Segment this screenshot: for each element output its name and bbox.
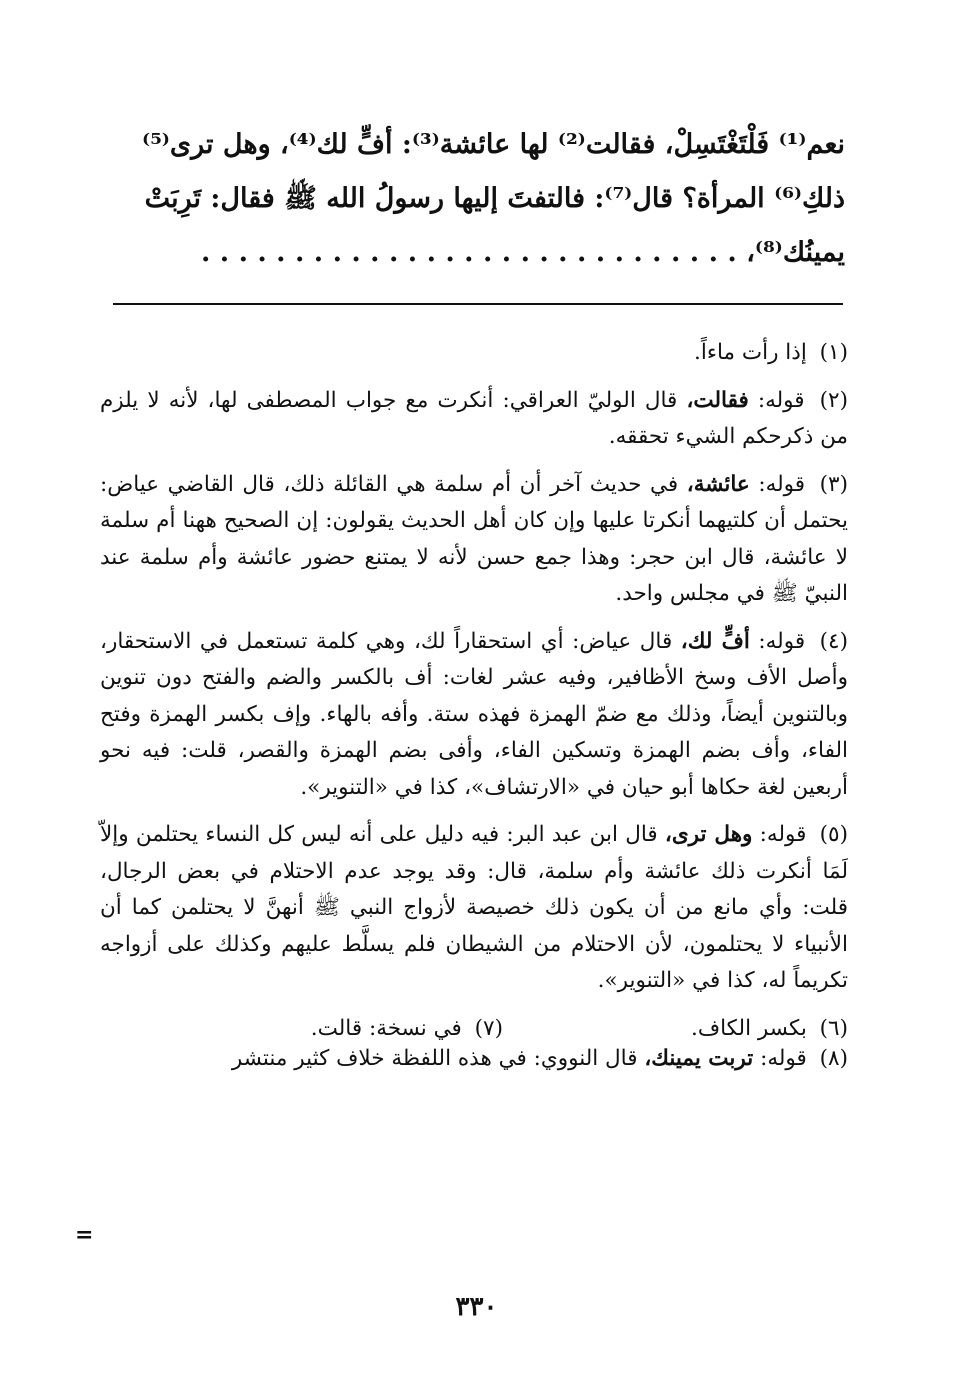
footnote-2 (100, 383, 848, 456)
footnote-separator-rule (113, 303, 843, 305)
footnote-lead: قوله: (760, 1046, 807, 1071)
footnote-text: قال النووي: في هذه اللفظة خلاف كثير منتشر (231, 1046, 638, 1071)
footnote-lead: قوله: (759, 822, 807, 847)
footnote-number: (٣) (819, 471, 848, 497)
footnote-4 (100, 624, 848, 807)
footnote-text: قال ابن عبد البر: فيه دليل على أنه ليس كل النساء يحتلمن وإلاّ لَمَا أنكرت ذلك عائشة وأم سلمة، قال: وقد يوجد عدم الاحتلام في بعض الرجال، قلت: وأي مانع من أن يكون ذلك خصيصة لأزواج النبي ﷺ أنهنَّ لا يحتلمن كما أن الأنبياء لا يحتلمون، لأن الاحتلام من الشيطان فلم يسلَّط عليهم وكذلك على أزواجه تكريماً له، كذا في «التنوير». (100, 822, 848, 993)
main-text-line-1: نعم⁽¹⁾ فَلْتَغْتَسِلْ، فقالت⁽²⁾ لها عائشة⁽³⁾: أفٍّ لك⁽⁴⁾، وهل ترى⁽⁵⁾ (142, 129, 845, 160)
footnote-lead: قوله: (757, 387, 805, 413)
footnote-keyword: وهل ترى، (664, 822, 753, 847)
footnote-lead: قوله: (758, 471, 806, 497)
footnote-keyword: تربت يمينك، (644, 1046, 754, 1071)
footnote-keyword: أفٍّ لك، (680, 628, 750, 654)
footnote-number: (٨) (819, 1046, 848, 1071)
footnote-lead: قوله: (758, 628, 806, 654)
footnotes-section (100, 335, 848, 1089)
main-text-line-2: ذلكِ⁽⁶⁾ المرأة؟ قال⁽⁷⁾: فالتفتَ إليها رسولُ الله ﷺ فقال: تَرِبَتْ (144, 183, 845, 214)
footnote-text: قال الوليّ العراقي: أنكرت مع جواب المصطفى لها، لأنه لا يلزم من ذكرحكم الشيء تحققه. (100, 387, 848, 449)
footnote-3 (100, 467, 848, 613)
footnote-keyword: عائشة، (686, 471, 750, 497)
main-text-line-3 (105, 226, 845, 280)
continuation-mark: = (75, 1222, 94, 1248)
footnote-number: (٢) (819, 387, 848, 413)
main-text-line-3-words: يمينُك⁽⁸⁾، (746, 237, 845, 268)
ellipsis-dots: . . . . . . . . . . . . . . . . . . . . . . . . . . . . . (200, 237, 737, 268)
footnote-number: (١) (819, 340, 848, 365)
footnote-text: إذا رأت ماءاً. (694, 340, 807, 365)
footnote-1 (100, 335, 848, 372)
footnote-text: في حديث آخر أن أم سلمة هي القائلة ذلك، قال القاضي عياض: يحتمل أن كلتيهما أنكرتا عليها وإن كان أهل الحديث يقولون: إن الصحيح ههنا أم سلمة لا عائشة، قال ابن حجر: وهذا جمع حسن لأنه لا يمتنع حضور عائشة وأم سلمة عند النبيّ ﷺ في مجلس واحد. (100, 471, 848, 606)
footnote-number: (٦) (819, 1015, 848, 1041)
main-hadith-text (105, 118, 845, 280)
footnote-text: في نسخة: قالت. (310, 1015, 462, 1041)
footnote-number: (٤) (819, 628, 848, 654)
footnote-text: بكسر الكاف. (691, 1015, 807, 1041)
footnote-text: قال عياض: أي استحقاراً لك، وهي كلمة تستعمل في الاستحقار، وأصل الأف وسخ الأظافير، وفيه عشر لغات: أف بالكسر والضم والفتح دون تنوين وبالتنوين أيضاً، وذلك مع ضمّ الهمزة فهذه ستة. وأفه بالهاء. وإف بكسر الهمزة وفتح الفاء، وأف بضم الهمزة وتسكين الفاء، وأفى بضم الهمزة والقصر، قلت: فيه نحو أربعين لغة حكاها أبو حيان في «الارتشاف»، كذا في «التنوير». (100, 628, 848, 800)
footnote-number: (٥) (819, 822, 848, 847)
footnote-keyword: فقالت، (686, 387, 749, 413)
footnote-5 (100, 817, 848, 1000)
page-number: ٣٣٠ (455, 1292, 498, 1322)
footnote-number: (٧) (474, 1015, 503, 1041)
